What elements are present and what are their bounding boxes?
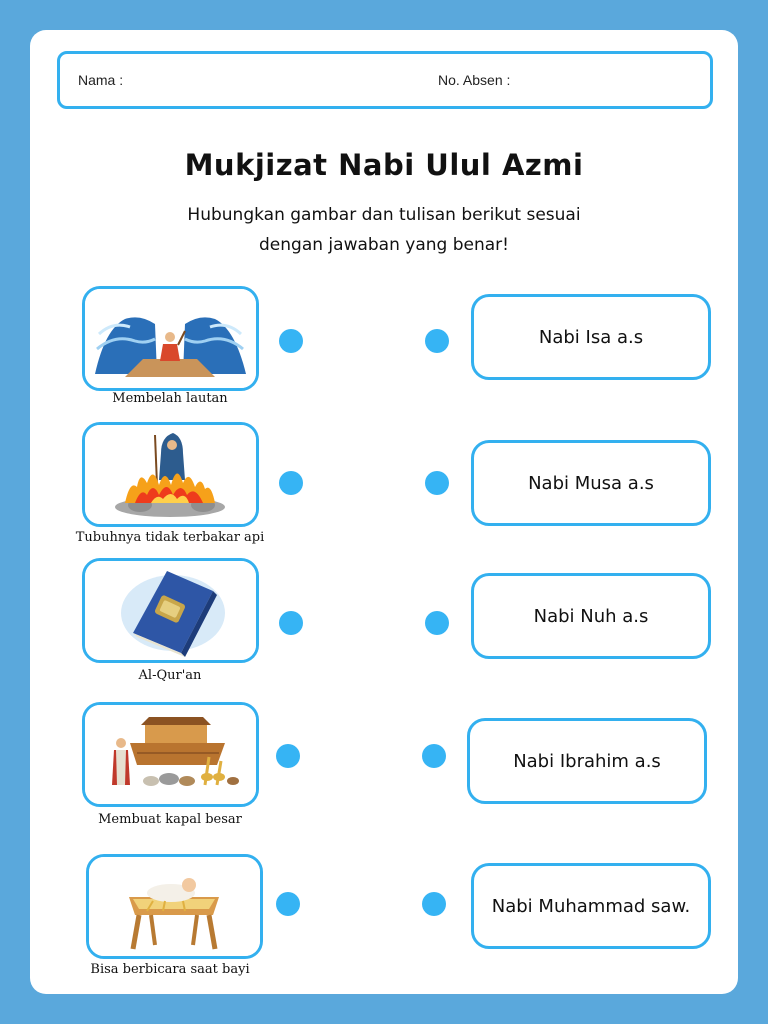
prophet-box-isa[interactable]: Nabi Isa a.s — [471, 294, 711, 380]
absen-label: No. Absen : — [438, 72, 511, 88]
page-title: Mukjizat Nabi Ulul Azmi — [184, 148, 584, 182]
prophet-box-muhammad[interactable]: Nabi Muhammad saw. — [471, 863, 711, 949]
instruction-line-2: dengan jawaban yang benar! — [259, 235, 509, 255]
picture-sea-parting[interactable] — [82, 286, 259, 391]
picture-quran[interactable] — [82, 558, 259, 663]
caption-sea-parting: Membelah lautan — [112, 391, 228, 406]
student-info-box — [57, 51, 713, 109]
picture-ark[interactable] — [82, 702, 259, 807]
instruction-line-1: Hubungkan gambar dan tulisan berikut sesuai — [187, 205, 581, 225]
name-label: Nama : — [78, 72, 124, 88]
match-dot-right-3[interactable] — [425, 611, 449, 635]
match-dot-right-1[interactable] — [425, 329, 449, 353]
instructions — [30, 200, 738, 260]
prophet-box-musa[interactable]: Nabi Musa a.s — [471, 440, 711, 526]
match-dot-left-2[interactable] — [279, 471, 303, 495]
match-dot-left-1[interactable] — [279, 329, 303, 353]
caption-fire: Tubuhnya tidak terbakar api — [75, 530, 265, 545]
match-dot-right-2[interactable] — [425, 471, 449, 495]
caption-quran: Al-Qur'an — [138, 668, 202, 683]
caption-ark: Membuat kapal besar — [98, 812, 242, 827]
prophet-box-nuh[interactable]: Nabi Nuh a.s — [471, 573, 711, 659]
match-dot-left-4[interactable] — [276, 744, 300, 768]
picture-fire[interactable] — [82, 422, 259, 527]
match-dot-left-3[interactable] — [279, 611, 303, 635]
match-dot-left-5[interactable] — [276, 892, 300, 916]
fire-icon — [85, 425, 256, 524]
caption-baby-crib: Bisa berbicara saat bayi — [90, 962, 250, 977]
sea-parting-icon — [85, 289, 256, 388]
baby-crib-icon — [89, 857, 260, 956]
worksheet — [30, 30, 738, 994]
ark-ship-icon — [85, 705, 256, 804]
picture-baby-crib[interactable] — [86, 854, 263, 959]
match-dot-right-4[interactable] — [422, 744, 446, 768]
prophet-box-ibrahim[interactable]: Nabi Ibrahim a.s — [467, 718, 707, 804]
quran-book-icon — [85, 561, 256, 660]
match-dot-right-5[interactable] — [422, 892, 446, 916]
